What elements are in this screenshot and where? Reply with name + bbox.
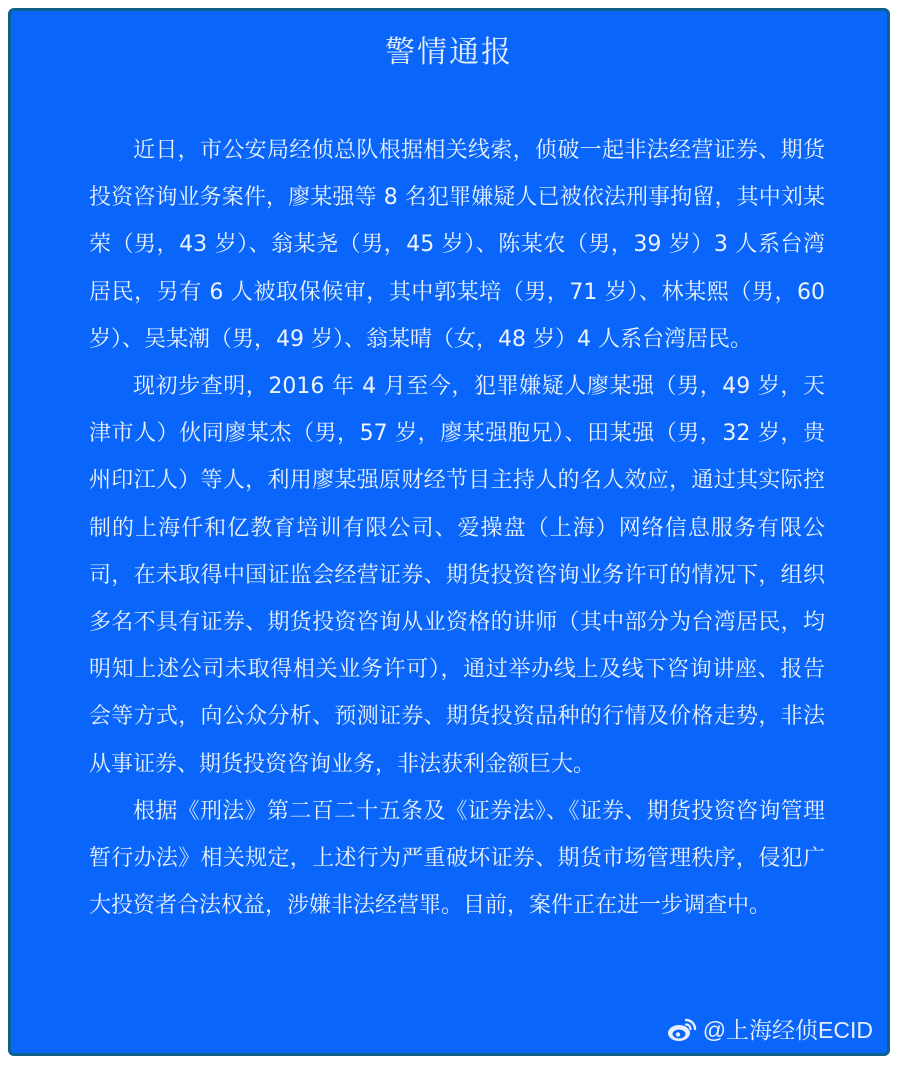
police-notice-panel	[8, 8, 890, 1056]
notice-paragraph-2: 现初步查明，2016 年 4 月至今，犯罪嫌疑人廖某强（男，49 岁，天津市人）伙同廖某杰（男，57 岁，廖某强胞兄）、田某强（男，32 岁，贵州印江人）等人，利用廖某强原财经节目主持人的名人效应，通过其实际控制的上海仟和亿教育培训有限公司、爱操盘（上海）网络信息服务有限公司，在未取得中国证监会经营证券、期货投资咨询业务许可的情况下，组织多名不具有证券、期货投资咨询从业资格的讲师（其中部分为台湾居民，均明知上述公司未取得相关业务许可），通过举办线上及线下咨询讲座、报告会等方式，向公众分析、预测证券、期货投资品种的行情及价格走势，非法从事证券、期货投资咨询业务，非法获利金额巨大。	[89, 374, 825, 777]
notice-body	[89, 127, 825, 929]
notice-title: 警情通报	[385, 35, 513, 70]
notice-paragraph-3: 根据《刑法》第二百二十五条及《证券法》、《证券、期货投资咨询管理暂行办法》相关规定，上述行为严重破坏证券、期货市场管理秩序，侵犯广大投资者合法权益，涉嫌非法经营罪。目前，案件正在进一步调查中。	[89, 798, 825, 919]
notice-paragraph-1: 近日，市公安局经侦总队根据相关线索，侦破一起非法经营证券、期货投资咨询业务案件，廖某强等 8 名犯罪嫌疑人已被依法刑事拘留，其中刘某荣（男，43 岁）、翁某尧（男，45 岁）、陈某农（男，39 岁）3 人系台湾居民，另有 6 人被取保候审，其中郭某培（男，71 岁）、林某熙（男，60 岁）、吴某潮（男，49 岁）、翁某晴（女，48 岁）4 人系台湾居民。	[89, 138, 825, 352]
weibo-icon	[667, 1017, 697, 1043]
weibo-watermark	[667, 1015, 873, 1045]
watermark-text: @上海经侦ECID	[702, 1017, 873, 1043]
